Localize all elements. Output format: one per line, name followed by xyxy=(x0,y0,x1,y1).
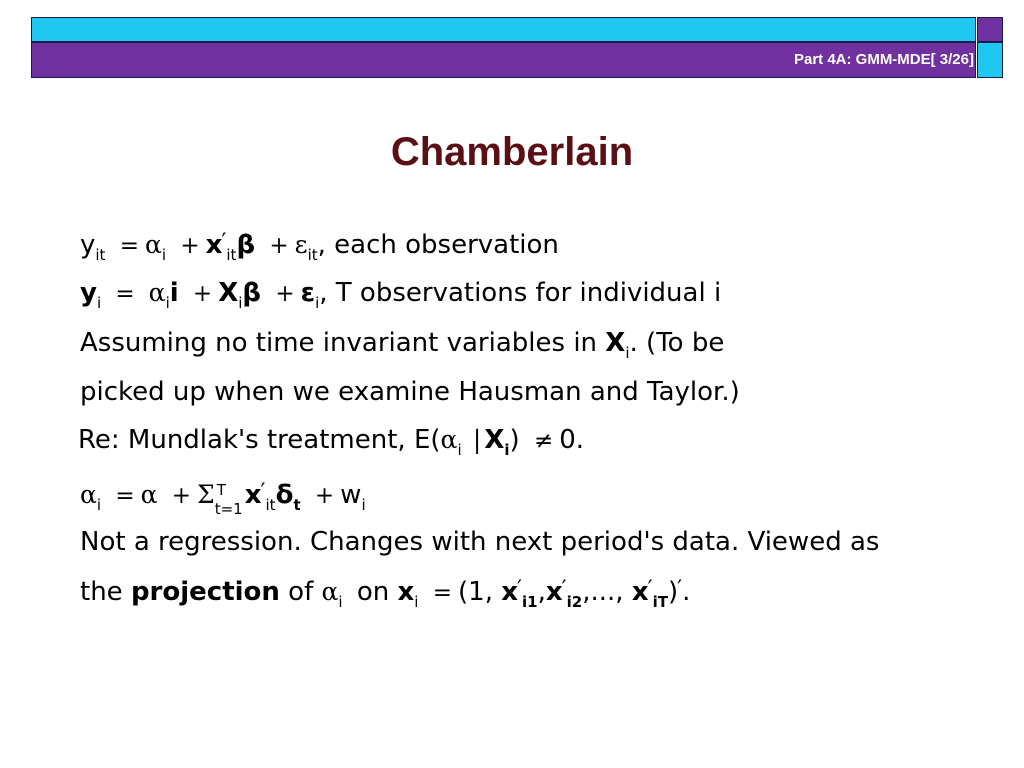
eq8-comma-3: , xyxy=(582,577,591,607)
eq6-sum-upper: T xyxy=(216,480,226,499)
eq2-y: y xyxy=(80,278,97,308)
eq8-sub-i-2: i xyxy=(414,593,419,611)
equation-line-8 xyxy=(80,575,690,617)
eq8-x: x xyxy=(397,577,415,607)
eq8-prime-T: ′ xyxy=(647,577,653,602)
eq8-lparen: ( xyxy=(457,577,469,607)
eq8-ellipsis: ... xyxy=(590,577,616,607)
eq8-one: 1 xyxy=(468,577,485,607)
text-line-7 xyxy=(80,527,879,557)
header-bar-top xyxy=(31,17,976,42)
eq1-equals: = xyxy=(119,233,139,259)
line3-text: Assuming no time invariant variables in xyxy=(80,328,598,358)
line8-of: of xyxy=(288,577,314,607)
eq8-x-2: x xyxy=(545,577,563,607)
equation-line-6 xyxy=(80,478,366,520)
eq2-sub-i-2: i xyxy=(165,294,170,312)
header-square-top xyxy=(977,17,1003,42)
eq8-prime-transpose: ′ xyxy=(677,577,683,602)
eq5-sub-i-2: i xyxy=(504,441,510,459)
slide-title: Chamberlain xyxy=(390,130,634,174)
line8-the: the xyxy=(80,577,123,607)
line8-on: on xyxy=(356,577,390,607)
eq2-epsilon: ε xyxy=(300,278,316,308)
eq2-sub-i: i xyxy=(96,294,102,312)
eq5-E: E xyxy=(413,425,431,455)
eq2-equals: = xyxy=(115,281,135,307)
eq6-plus: + xyxy=(171,483,192,509)
eq1-x: x xyxy=(205,230,223,260)
eq2-X: X xyxy=(218,278,239,308)
eq6-plus-2: + xyxy=(314,483,335,509)
eq6-prime: ′ xyxy=(260,480,266,505)
eq8-sub-i1: i1 xyxy=(522,593,538,611)
eq6-sigma: Σ xyxy=(197,480,215,509)
eq6-sub-t: t xyxy=(293,496,301,514)
eq6-equals: = xyxy=(115,483,135,509)
eq5-rparen: ) xyxy=(509,425,520,455)
eq2-alpha: α xyxy=(148,278,166,307)
eq1-alpha: α xyxy=(145,230,162,259)
eq6-x: x xyxy=(244,480,262,510)
line2-text: , T observations for individual i xyxy=(319,278,722,308)
eq1-sub-it-3: it xyxy=(307,246,318,264)
eq3-X: X xyxy=(605,328,626,358)
eq8-prime-1: ′ xyxy=(517,577,522,602)
eq1-beta: β xyxy=(236,230,256,260)
eq8-sub-i: i xyxy=(338,593,343,611)
eq8-sub-iT: iT xyxy=(652,593,668,611)
eq1-sub-it-2: it xyxy=(226,246,237,264)
eq1-plus: + xyxy=(180,233,200,259)
eq6-alpha-2: α xyxy=(140,480,158,509)
line7-text: Not a regression. Changes with next period's data. Viewed as xyxy=(80,527,880,557)
eq8-x-T: x xyxy=(631,577,649,607)
text-line-5 xyxy=(78,425,584,465)
header-square-bottom xyxy=(977,42,1003,78)
eq1-epsilon: ε xyxy=(294,230,308,259)
slide-label: Part 4A: GMM-MDE[ 3/26] xyxy=(793,51,974,68)
line8-projection: projection xyxy=(130,577,280,607)
eq1-prime: ′ xyxy=(221,230,227,255)
eq2-plus-2: + xyxy=(275,281,295,307)
eq5-X: X xyxy=(484,425,505,455)
text-line-3 xyxy=(80,328,724,368)
eq6-w: w xyxy=(340,480,362,510)
eq1-plus-2: + xyxy=(269,233,289,259)
eq8-alpha: α xyxy=(321,577,339,606)
equation-line-2 xyxy=(80,278,721,318)
eq5-lparen: ( xyxy=(430,425,441,455)
equation-line-1 xyxy=(80,228,559,270)
line5-text: Re: Mundlak's treatment, xyxy=(78,425,406,455)
eq6-sum-lower: t=1 xyxy=(214,499,243,518)
eq3-sub-i: i xyxy=(625,344,630,362)
eq2-plus: + xyxy=(192,281,213,307)
eq6-sum-limits xyxy=(214,480,245,518)
eq8-sub-i2: i2 xyxy=(566,593,583,611)
eq2-beta: β xyxy=(242,278,262,308)
eq2-i-vector: i xyxy=(169,278,179,308)
eq6-sub-it: it xyxy=(265,496,276,514)
eq8-equals: = xyxy=(432,580,452,606)
eq2-sub-i-4: i xyxy=(315,294,320,312)
eq6-sub-i: i xyxy=(96,496,102,514)
line1-text: , each observation xyxy=(317,230,559,260)
eq8-rparen: ) xyxy=(667,577,679,607)
eq5-bar: | xyxy=(472,425,482,454)
eq8-comma-2: , xyxy=(537,577,546,607)
eq8-period: . xyxy=(682,577,691,607)
eq5-neq: ≠ xyxy=(533,428,554,454)
line3-end: . (To be xyxy=(629,328,725,358)
eq5-alpha: α xyxy=(440,425,458,454)
eq1-sub-i: i xyxy=(161,246,167,264)
eq1-sub-it: it xyxy=(95,246,106,264)
text-line-4 xyxy=(80,377,740,407)
eq8-prime-2: ′ xyxy=(561,577,567,602)
eq6-sub-i-2: i xyxy=(361,496,366,514)
eq8-comma-1: , xyxy=(484,577,493,607)
eq5-sub-i: i xyxy=(457,441,462,459)
eq2-sub-i-3: i xyxy=(238,294,243,312)
eq5-zero: 0 xyxy=(559,425,576,455)
eq6-alpha: α xyxy=(80,480,97,509)
eq1-y: y xyxy=(80,230,96,260)
eq8-comma-4: , xyxy=(615,577,624,607)
eq8-x-1: x xyxy=(501,577,518,607)
eq6-delta: δ xyxy=(275,480,294,510)
eq5-period: . xyxy=(575,425,585,455)
line4-text: picked up when we examine Hausman and Taylor.) xyxy=(80,377,740,407)
